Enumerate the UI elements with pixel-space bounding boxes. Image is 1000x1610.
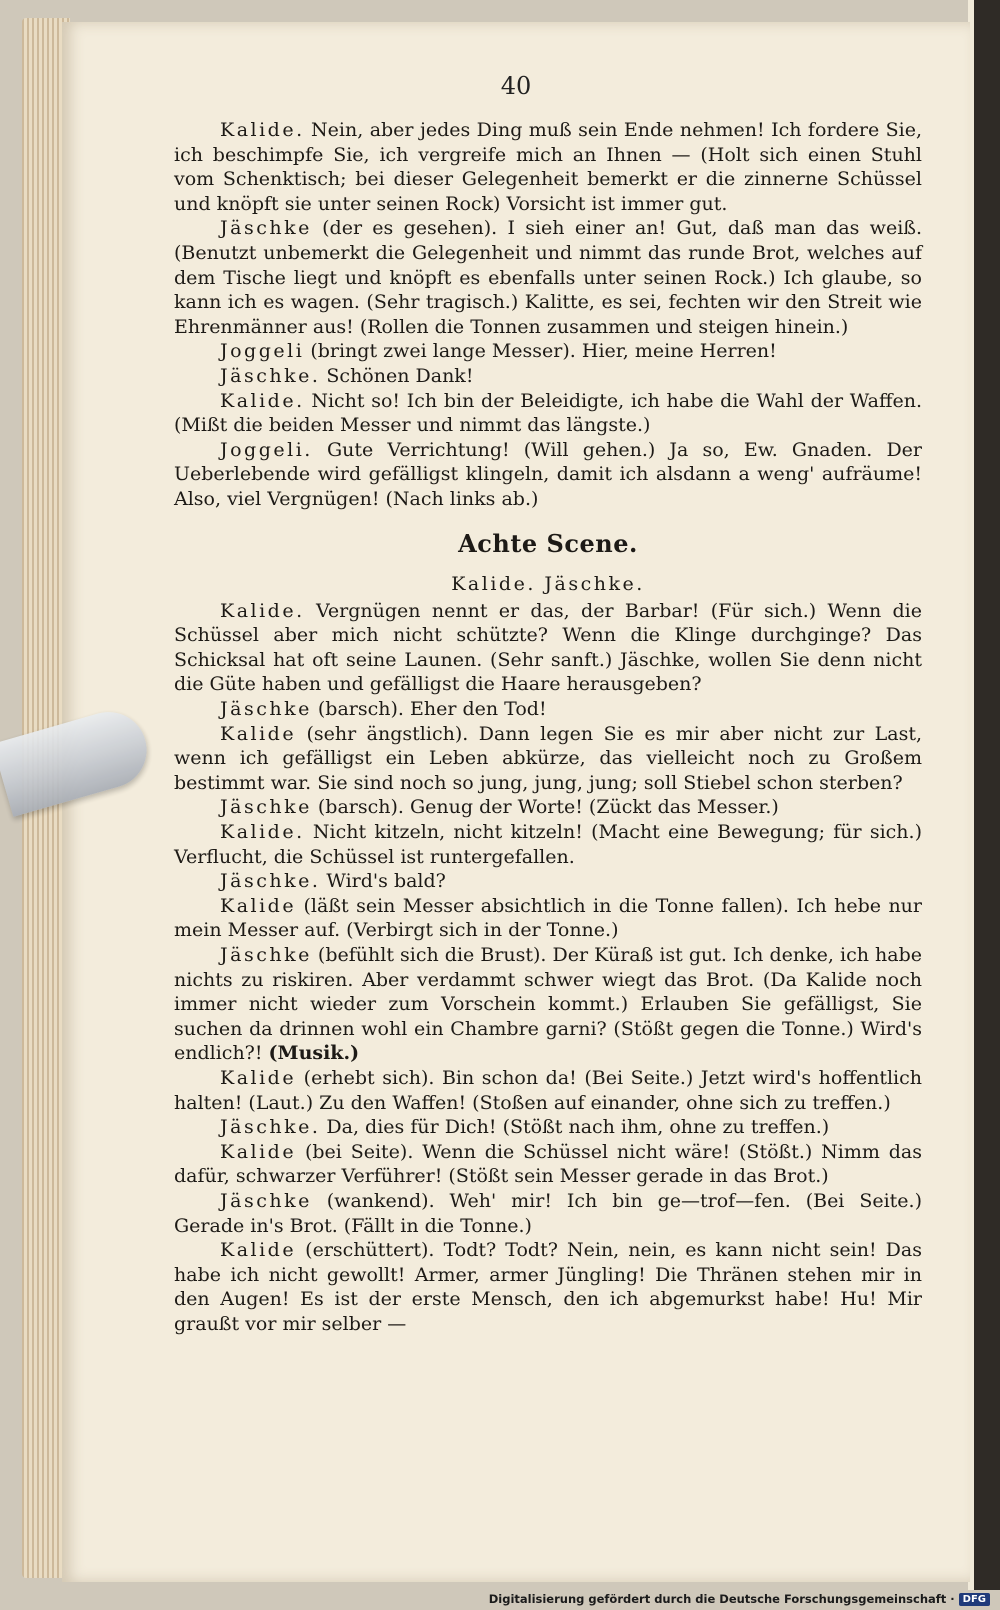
speech-text: Gute Verrichtung! (Will gehen.) Ja so, Ew. Gnaden. Der Ueberlebende wird gefälligst klingeln, damit ich alsdann a weng' aufräume! Also, viel Vergnügen! (Nach links ab.) xyxy=(174,438,922,510)
speech-text: Nein, aber jedes Ding muß sein Ende nehmen! Ich fordere Sie, ich beschimpfe Sie, ich vergreife mich an Ihnen — (Holt sich einen Stuhl vom Schenktisch; bei dieser Gelegenheit bemerkt er die zinnerne Schüssel und knöpft sie unter seinen Rock) Vorsicht ist immer gut. xyxy=(174,119,922,215)
speech-line xyxy=(174,216,922,339)
speech-text: (sehr ängstlich). Dann legen Sie es mir aber nicht zur Last, wenn ich gefälligst ein Leben abkürze, das vielleicht noch zu Großem bestimmt war. Sie sind noch so jung, jung, jung; soll Stiebel schon sterben? xyxy=(174,722,922,794)
page-number: 40 xyxy=(500,72,532,100)
speech-line xyxy=(174,339,922,364)
speaker-name: Jäschke xyxy=(220,217,312,240)
speaker-name: Jäschke. xyxy=(220,364,321,387)
speaker-name: Jäschke. xyxy=(220,1116,321,1139)
speaker-name: Kalide. xyxy=(220,389,305,412)
speech-text: (barsch). Eher den Tod! xyxy=(311,698,547,721)
speech-line xyxy=(174,364,922,389)
speech-line xyxy=(174,1189,922,1238)
stage-music-cue: (Musik.) xyxy=(268,1042,360,1065)
speaker-name: Kalide xyxy=(220,1239,297,1262)
speech-text: (der es gesehen). I sieh einer an! Gut, daß man das weiß. (Benutzt unbemerkt die Gelegenheit und nimmt das runde Brot, welches auf dem Tische liegt und knöpft es ebenfalls unter seinen Rock.) Ich glaube, so kann ich es wagen. (Sehr tragisch.) Kalitte, es sei, fechten wir den Streit wie Ehrenmänner aus! (Rollen die Tonnen zusammen und steigen hinein.) xyxy=(174,217,922,338)
speaker-name: Joggeli xyxy=(220,340,305,363)
speaker-name: Kalide. xyxy=(220,599,305,622)
speech-line xyxy=(174,795,922,820)
speech-line xyxy=(174,869,922,894)
dialogue-before-scene xyxy=(174,118,922,512)
speech-text: (erschüttert). Todt? Todt? Nein, nein, es kann nicht sein! Das habe ich nicht gewollt! Armer, armer Jüngling! Die Thränen stehen mir in den Augen! Es ist der erste Mensch, den ich abgemurkst habe! Hu! Mir graußt vor mir selber — xyxy=(174,1239,922,1335)
footer-text: Digitalisierung gefördert durch die Deutsche Forschungsgemeinschaft xyxy=(488,1592,947,1606)
speaker-name: Kalide. xyxy=(220,821,305,844)
speaker-name: Kalide xyxy=(220,894,297,917)
speech-text: Wird's bald? xyxy=(320,870,446,893)
speech-text: (befühlt sich die Brust). Der Küraß ist gut. Ich denke, ich habe nichts zu riskiren. Aber verdammt schwer wiegt das Brot. (Da Kalide noch immer nicht wieder zum Vorschein kommt.) Erlauben Sie gefälligst, Sie suchen da drinnen wohl ein Chambre garni? (Stößt gegen die Tonne.) Wird's endlich?! xyxy=(174,944,922,1065)
speaker-name: Kalide xyxy=(220,1066,297,1089)
speech-line xyxy=(174,118,922,216)
speech-text: (wankend). Weh' mir! Ich bin ge—trof—fen. (Bei Seite.) Gerade in's Brot. (Fällt in die Tonne.) xyxy=(174,1189,922,1237)
speech-text: (erhebt sich). Bin schon da! (Bei Seite.) Jetzt wird's hoffentlich halten! (Laut.) Zu den Waffen! (Stoßen auf einander, ohne sich zu treffen.) xyxy=(174,1066,922,1114)
speech-text: Nicht kitzeln, nicht kitzeln! (Macht eine Bewegung; für sich.) Verflucht, die Schüssel ist runtergefallen. xyxy=(174,821,922,868)
speech-text: (läßt sein Messer absichtlich in die Tonne fallen). Ich hebe nur mein Messer auf. (Verbirgt sich in der Tonne.) xyxy=(174,894,922,942)
digitization-footer: Digitalisierung gefördert durch die Deutsche Forschungsgemeinschaft · DFG xyxy=(489,1592,990,1606)
speech-line xyxy=(174,438,922,512)
speech-line xyxy=(174,943,922,1066)
speech-text: Schönen Dank! xyxy=(320,364,474,387)
speech-text: Da, dies für Dich! (Stößt nach ihm, ohne zu treffen.) xyxy=(320,1116,830,1139)
speech-line xyxy=(174,599,922,697)
speaker-name: Joggeli. xyxy=(220,438,313,461)
speech-line xyxy=(174,722,922,796)
speech-text: Nicht so! Ich bin der Beleidigte, ich habe die Wahl der Waffen. (Mißt die beiden Messer und nimmt das längste.) xyxy=(174,389,922,437)
speech-line xyxy=(174,389,922,438)
speech-line xyxy=(174,1115,922,1140)
speaker-name: Jäschke xyxy=(220,1189,312,1212)
scene-title: Achte Scene. xyxy=(458,528,638,558)
speaker-name: Jäschke xyxy=(220,796,312,819)
dfg-logo-icon: DFG xyxy=(959,1593,990,1606)
speaker-name: Jäschke. xyxy=(220,870,321,893)
speech-text: Vergnügen nennt er das, der Barbar! (Für sich.) Wenn die Schüssel aber mich nicht schützte? Wenn die Klinge durchginge? Das Schicksal hat oft seine Launen. (Sehr sanft.) Jäschke, wollen Sie denn nicht die Güte haben und gefälligst die Haare herausgeben? xyxy=(174,599,922,696)
speaker-name: Kalide xyxy=(220,1140,297,1163)
speech-line xyxy=(174,697,922,722)
book-page xyxy=(62,22,970,1582)
speaker-name: Jäschke xyxy=(220,698,312,721)
speech-line xyxy=(174,1140,922,1189)
speaker-name: Kalide. xyxy=(220,119,305,141)
speech-line xyxy=(174,1238,922,1336)
page-text xyxy=(174,118,922,1337)
speech-text: (barsch). Genug der Worte! (Zückt das Messer.) xyxy=(311,796,779,819)
speech-text: (bringt zwei lange Messer). Hier, meine Herren! xyxy=(304,340,777,363)
dialogue-after-scene xyxy=(174,599,922,1337)
speaker-name: Kalide xyxy=(220,722,297,745)
speech-text: (bei Seite). Wenn die Schüssel nicht wäre! (Stößt.) Nimm das dafür, schwarzer Verführer! (Stößt sein Messer gerade in das Brot.) xyxy=(174,1140,922,1188)
speech-line xyxy=(174,1066,922,1115)
speech-line xyxy=(174,894,922,943)
facing-page-strip xyxy=(968,0,1000,1590)
speaker-name: Jäschke xyxy=(220,944,312,966)
speech-line xyxy=(174,820,922,869)
scene-persons: Kalide. Jäschke. xyxy=(451,573,645,596)
